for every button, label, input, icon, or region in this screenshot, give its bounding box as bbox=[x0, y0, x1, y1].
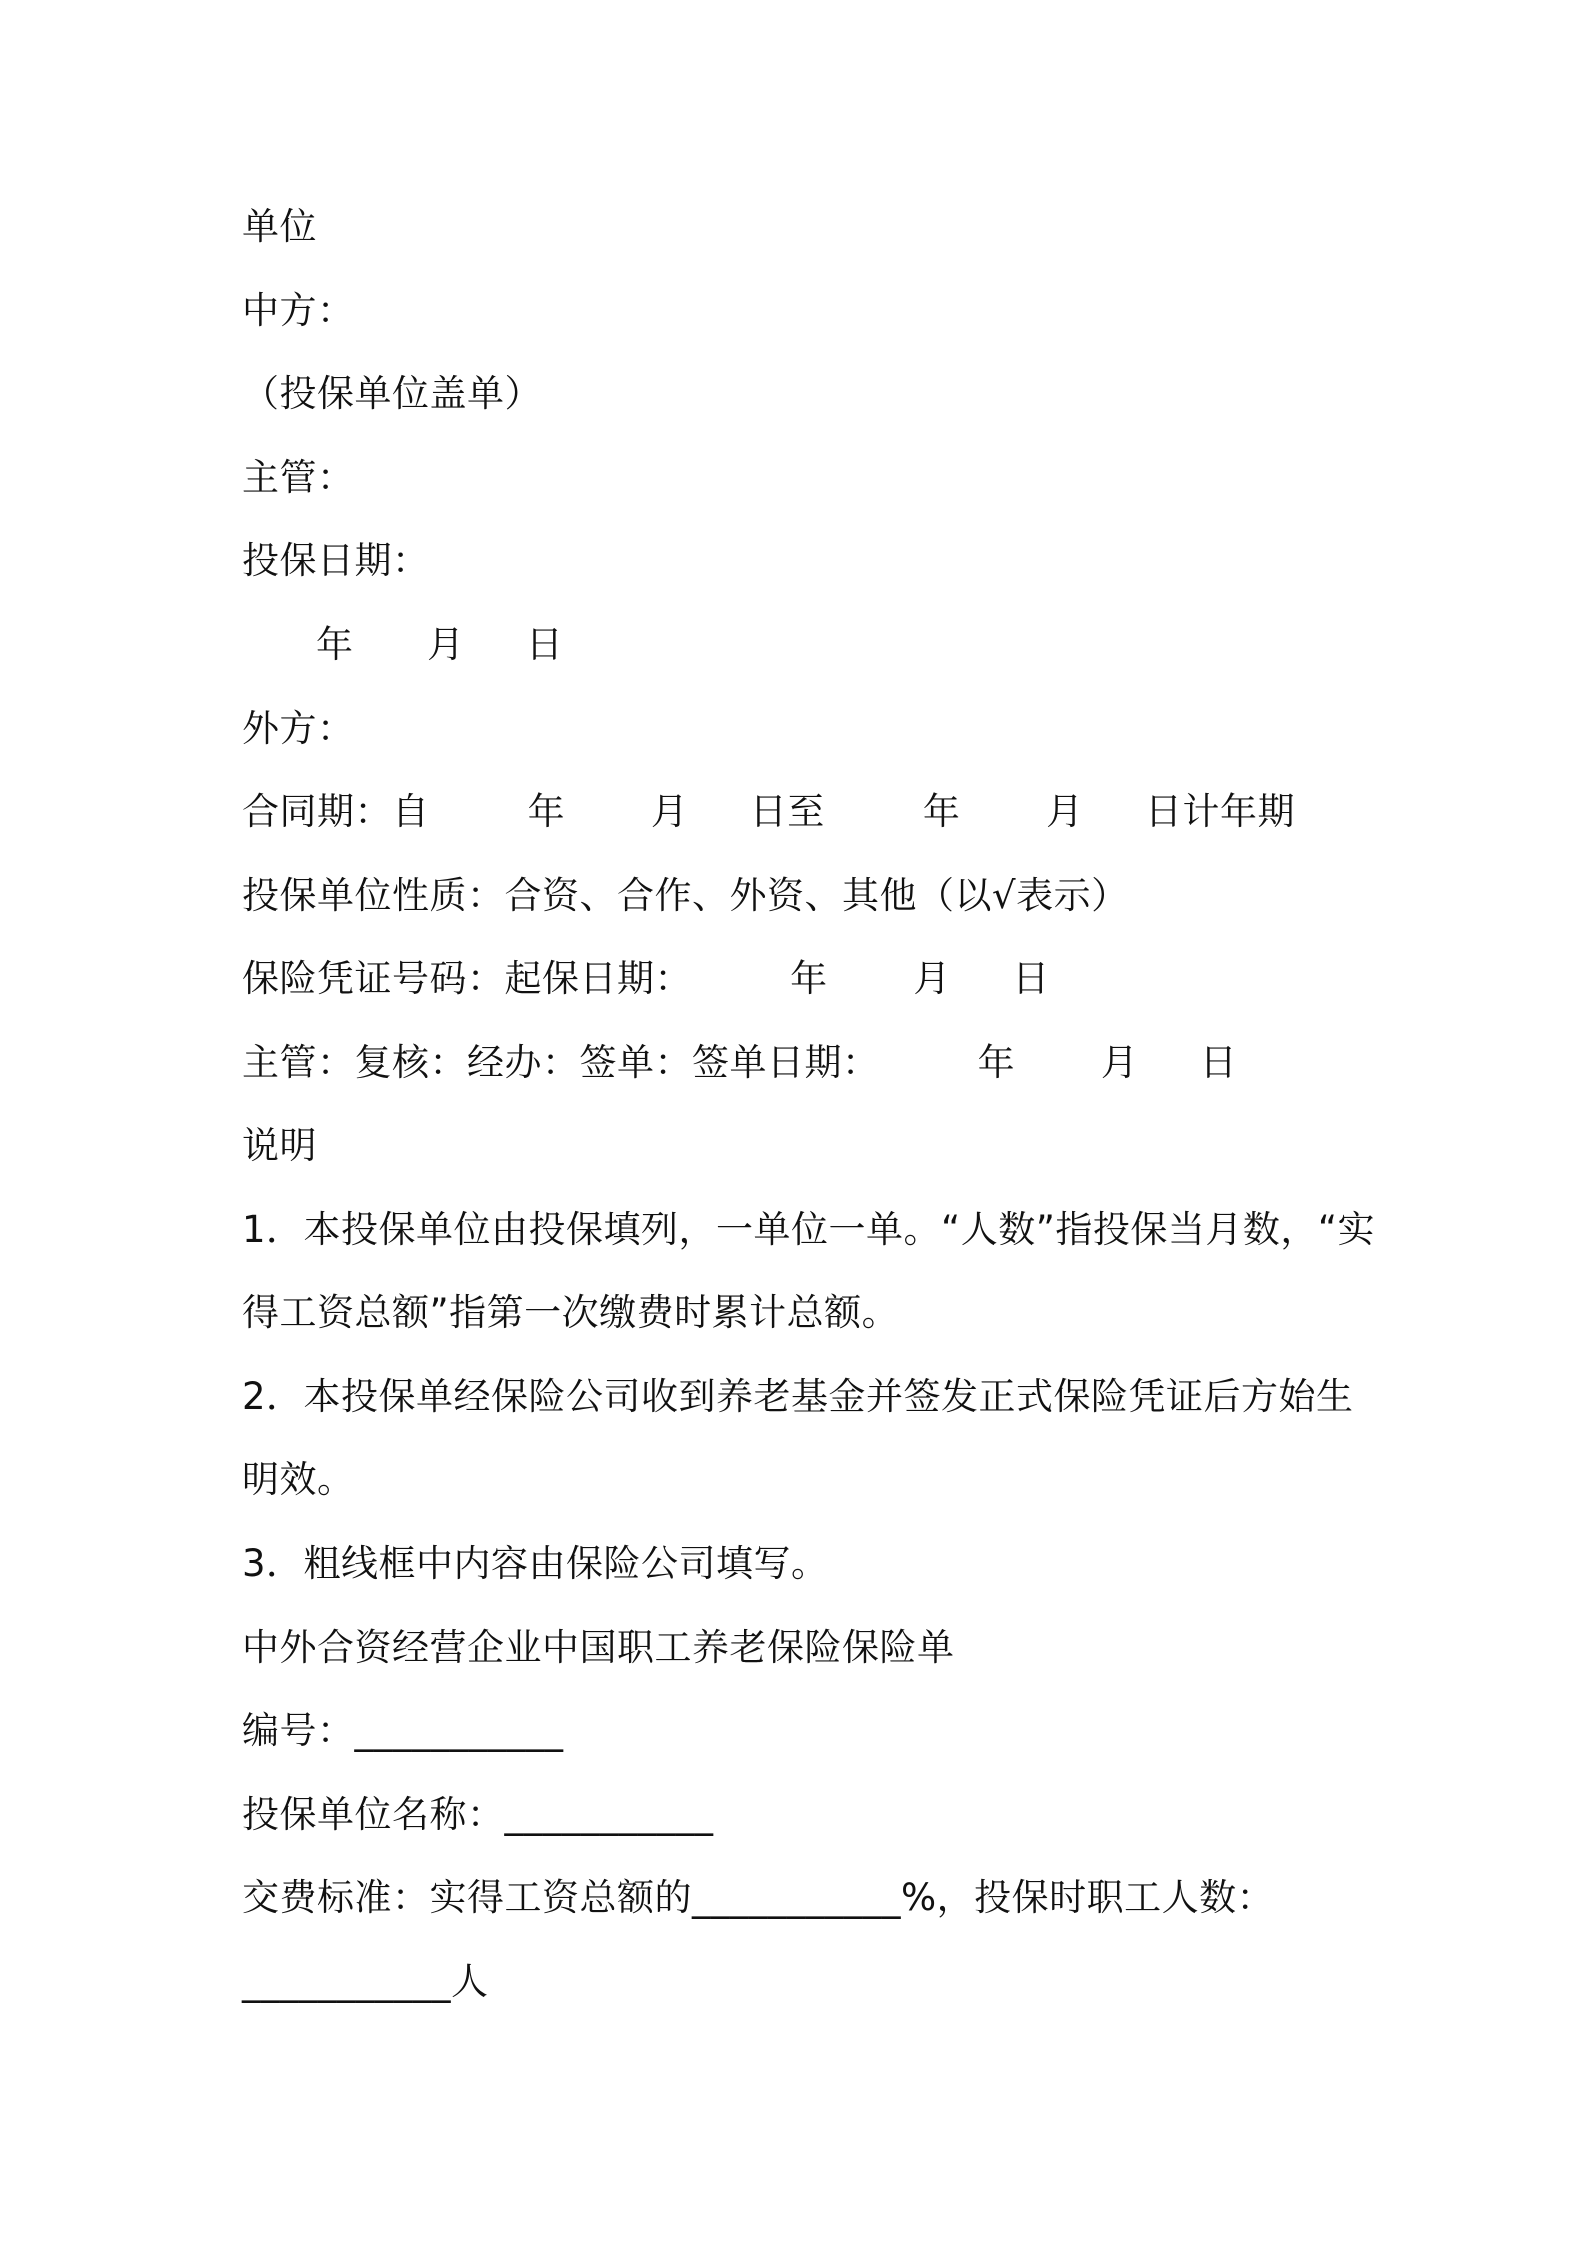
note-2-line-1: 2．本投保单经保险公司收到养老基金并签发正式保险凭证后方始生 bbox=[242, 1375, 1354, 1418]
seal-note: （投保单位盖单） bbox=[242, 372, 542, 415]
policy-title: 中外合资经营企业中国职工养老保险保险单 bbox=[242, 1626, 955, 1669]
application-date-label: 投保日期： bbox=[242, 539, 430, 582]
note-3: 3．粗线框中内容由保险公司填写。 bbox=[242, 1542, 829, 1585]
unit-name-line: 投保单位名称：___________ bbox=[242, 1793, 714, 1836]
note-1-line-1: 1．本投保单位由投保填列，一单位一单。“人数”指投保当月数，“实 bbox=[242, 1208, 1376, 1251]
contract-period-line: 合同期：自 年 月 日至 年 月 日计年期 bbox=[242, 790, 1295, 833]
unit-heading: 单位 bbox=[242, 205, 317, 248]
supervisor-label: 主管： bbox=[242, 456, 355, 499]
date-placeholder: 年 月 日 bbox=[316, 623, 564, 666]
note-2-line-2: 明效。 bbox=[242, 1458, 355, 1501]
payment-standard-line: 交费标准：实得工资总额的___________%，投保时职工人数： bbox=[242, 1876, 1275, 1919]
signoff-line: 主管：复核：经办：签单：签单日期： 年 月 日 bbox=[242, 1041, 1238, 1084]
foreign-party-label: 外方： bbox=[242, 707, 355, 750]
chinese-party-label: 中方： bbox=[242, 289, 355, 332]
notes-heading: 说明 bbox=[242, 1124, 317, 1167]
note-1-line-2: 得工资总额”指第一次缴费时累计总额。 bbox=[242, 1291, 900, 1334]
policy-number-line: 编号：___________ bbox=[242, 1709, 564, 1752]
unit-nature-line: 投保单位性质：合资、合作、外资、其他（以√表示） bbox=[242, 874, 1129, 917]
certificate-number-line: 保险凭证号码：起保日期： 年 月 日 bbox=[242, 957, 1050, 1000]
employee-count-line: ___________人 bbox=[242, 1960, 489, 2003]
